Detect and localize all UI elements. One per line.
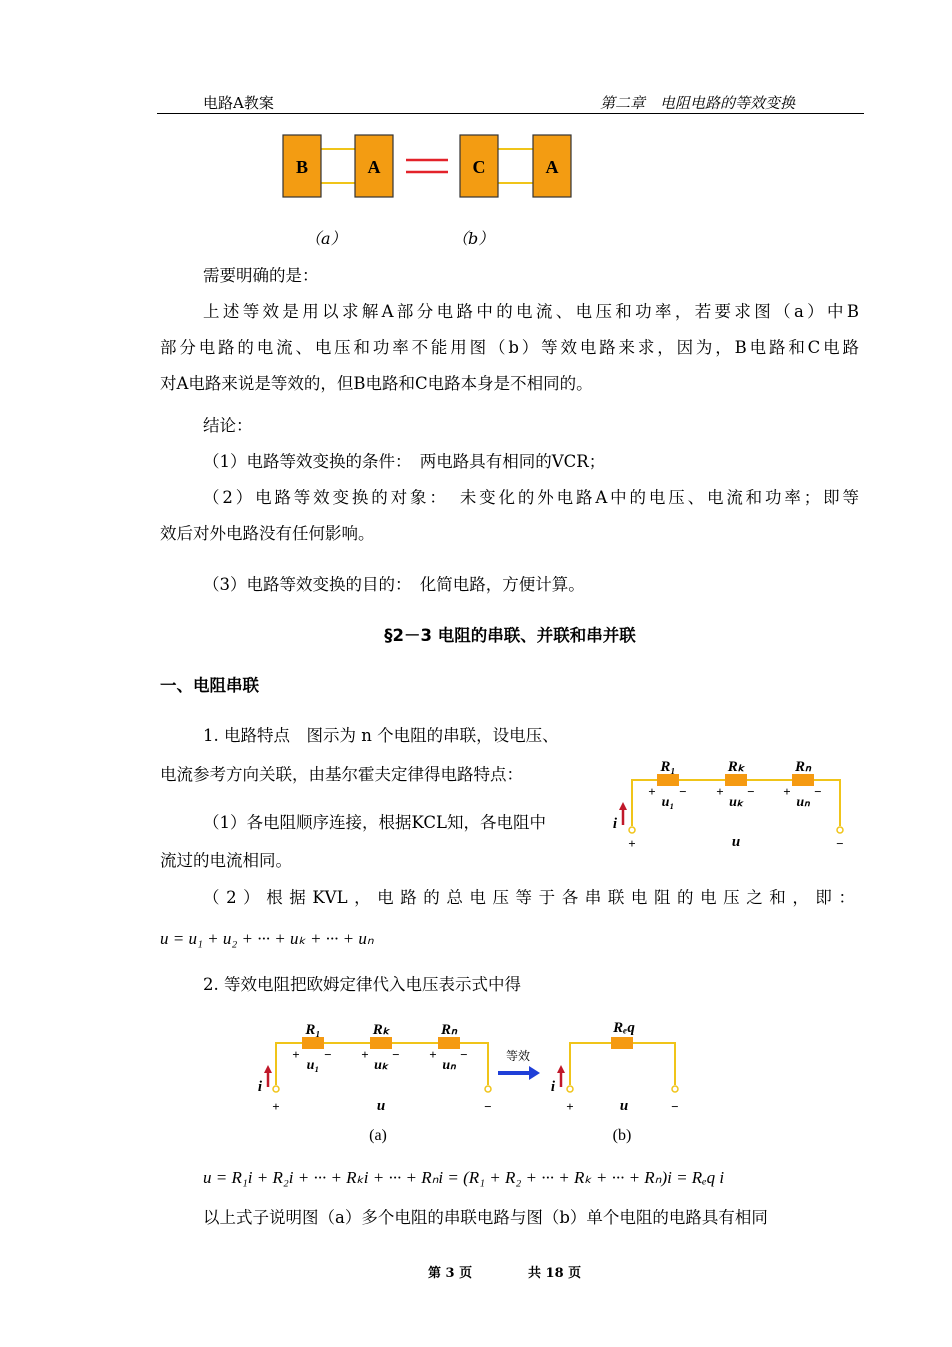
a-plus-k: + xyxy=(361,1047,369,1062)
resistor-r1 xyxy=(657,774,679,786)
terminal-minus xyxy=(837,827,843,833)
p1-line2: 电流参考方向关联，由基尔霍夫定律得电路特点： xyxy=(160,765,523,784)
a-plus-n: + xyxy=(429,1047,437,1062)
a-plus-1: + xyxy=(292,1047,300,1062)
label-a-r1: R₁ xyxy=(305,1022,321,1038)
terminal-a-minus xyxy=(485,1086,491,1092)
a-minus-k: − xyxy=(392,1047,400,1062)
para1-line3: 对A电路来说是等效的，但B电路和C电路本身是不相同的。 xyxy=(160,374,593,393)
footer-page: 第 3 页 xyxy=(428,1266,473,1281)
equiv-label: 等效 xyxy=(505,1049,531,1063)
resistor-rk xyxy=(725,774,747,786)
conclusion-1: （1）电路等效变换的条件： 两电路具有相同的VCR； xyxy=(203,452,606,471)
box-a-left-label: A xyxy=(367,157,381,177)
box-b-label: B xyxy=(295,157,309,177)
box-c-label: C xyxy=(472,157,486,177)
conclusion-2-line1: （2）电路等效变换的对象： 未变化的外电路A中的电压、电流和功率；即等 xyxy=(203,488,859,507)
label-uk: uₖ xyxy=(729,795,743,810)
minus-1: − xyxy=(679,784,687,799)
box-a-right-label: A xyxy=(545,157,559,177)
current-a-head xyxy=(264,1065,272,1073)
p3-text: （2）根据KVL，电路的总电压等于各串联电阻的电压之和，即： xyxy=(203,888,855,907)
label-u1: u₁ xyxy=(661,795,675,810)
section-title: §2－3 电阻的串联、并联和串并联 xyxy=(384,626,636,645)
p4-text: 2. 等效电阻把欧姆定律代入电压表示式中得 xyxy=(203,975,521,994)
resistor-a-rn xyxy=(438,1037,460,1049)
p1-line1: 1. 电路特点 图示为 n 个电阻的串联，设电压、 xyxy=(203,726,559,745)
label-b-i: i xyxy=(550,1079,556,1095)
label-a-u1: u₁ xyxy=(306,1058,320,1073)
label-a-un: uₙ xyxy=(442,1058,456,1073)
current-arrow-head xyxy=(619,802,627,810)
need-clear-text: 需要明确的是： xyxy=(203,266,319,285)
minus-n: − xyxy=(814,784,822,799)
p2-line2: 流过的电流相同。 xyxy=(160,851,292,870)
equiv-arrow-head xyxy=(529,1066,540,1080)
label-b-req: Rₑq xyxy=(613,1020,635,1036)
caption-circuit-b: (b) xyxy=(612,1127,632,1144)
para1-line2: 部分电路的电流、电压和功率不能用图（b）等效电路来求，因为，B电路和C电路 xyxy=(160,338,859,357)
resistor-a-rk xyxy=(370,1037,392,1049)
label-a-i: i xyxy=(257,1079,263,1095)
caption-b: （b） xyxy=(452,229,495,248)
a-minus-1: − xyxy=(324,1047,332,1062)
label-un: uₙ xyxy=(796,795,810,810)
caption-a: （a） xyxy=(305,229,347,248)
terminal-a-minus-label: − xyxy=(484,1099,492,1114)
terminal-minus-label: − xyxy=(836,836,844,851)
resistor-b-req xyxy=(611,1037,633,1049)
header-left: 电路A教案 xyxy=(203,94,274,112)
label-i: i xyxy=(612,816,618,832)
conclusion-label: 结论： xyxy=(203,416,253,435)
terminal-a-plus xyxy=(273,1086,279,1092)
caption-circuit-a: (a) xyxy=(369,1127,387,1144)
equation-voltage-sum: u = u₁ + u₂ + ··· + uₖ + ··· + uₙ xyxy=(160,929,374,948)
footer-total: 共 18 页 xyxy=(528,1266,582,1281)
p2-line1: （1）各电阻顺序连接，根据KCL知，各电阻中 xyxy=(203,813,546,832)
label-u: u xyxy=(731,834,741,850)
resistor-a-r1 xyxy=(302,1037,324,1049)
plus-k: + xyxy=(716,784,724,799)
current-b-head xyxy=(557,1065,565,1073)
terminal-a-plus-label: + xyxy=(272,1099,280,1114)
wire-b xyxy=(570,1043,675,1085)
conclusion-3: （3）电路等效变换的目的： 化简电路，方便计算。 xyxy=(203,575,585,594)
para1-line1: 上述等效是用以求解A部分电路中的电流、电压和功率，若要求图（a）中B xyxy=(203,302,859,321)
plus-1: + xyxy=(648,784,656,799)
p5-text: 以上式子说明图（a）多个电阻的串联电路与图（b）单个电阻的电路具有相同 xyxy=(203,1208,768,1227)
minus-k: − xyxy=(747,784,755,799)
terminal-b-minus-label: − xyxy=(671,1099,679,1114)
equivalent-resistance-diagram xyxy=(250,1015,690,1150)
header-right: 第二章 电阻电路的等效变换 xyxy=(600,94,796,112)
label-a-u: u xyxy=(376,1098,386,1114)
series-circuit-diagram xyxy=(612,760,852,855)
terminal-b-minus xyxy=(672,1086,678,1092)
resistor-rn xyxy=(792,774,814,786)
label-rk: Rₖ xyxy=(727,760,745,775)
label-r1: R₁ xyxy=(660,760,676,775)
label-a-rk: Rₖ xyxy=(372,1022,390,1038)
plus-n: + xyxy=(783,784,791,799)
terminal-plus-label: + xyxy=(628,836,636,851)
subsection-title: 一、电阻串联 xyxy=(160,676,259,695)
label-rn: Rₙ xyxy=(795,760,811,775)
terminal-b-plus xyxy=(567,1086,573,1092)
a-minus-n: − xyxy=(460,1047,468,1062)
equation-equivalent-resistance: u = R₁i + R₂i + ··· + Rₖi + ··· + Rₙi = (R₁ + R₂ + ··· + Rₖ + ··· + Rₙ)i = Rₑq i xyxy=(203,1168,725,1187)
label-a-rn: Rₙ xyxy=(441,1022,457,1038)
header-rule xyxy=(157,113,864,114)
terminal-plus xyxy=(629,827,635,833)
conclusion-2-line2: 效后对外电路没有任何影响。 xyxy=(160,524,375,543)
label-b-u: u xyxy=(619,1098,629,1114)
equivalence-block-diagram xyxy=(280,132,580,202)
terminal-b-plus-label: + xyxy=(566,1099,574,1114)
label-a-uk: uₖ xyxy=(374,1058,388,1073)
